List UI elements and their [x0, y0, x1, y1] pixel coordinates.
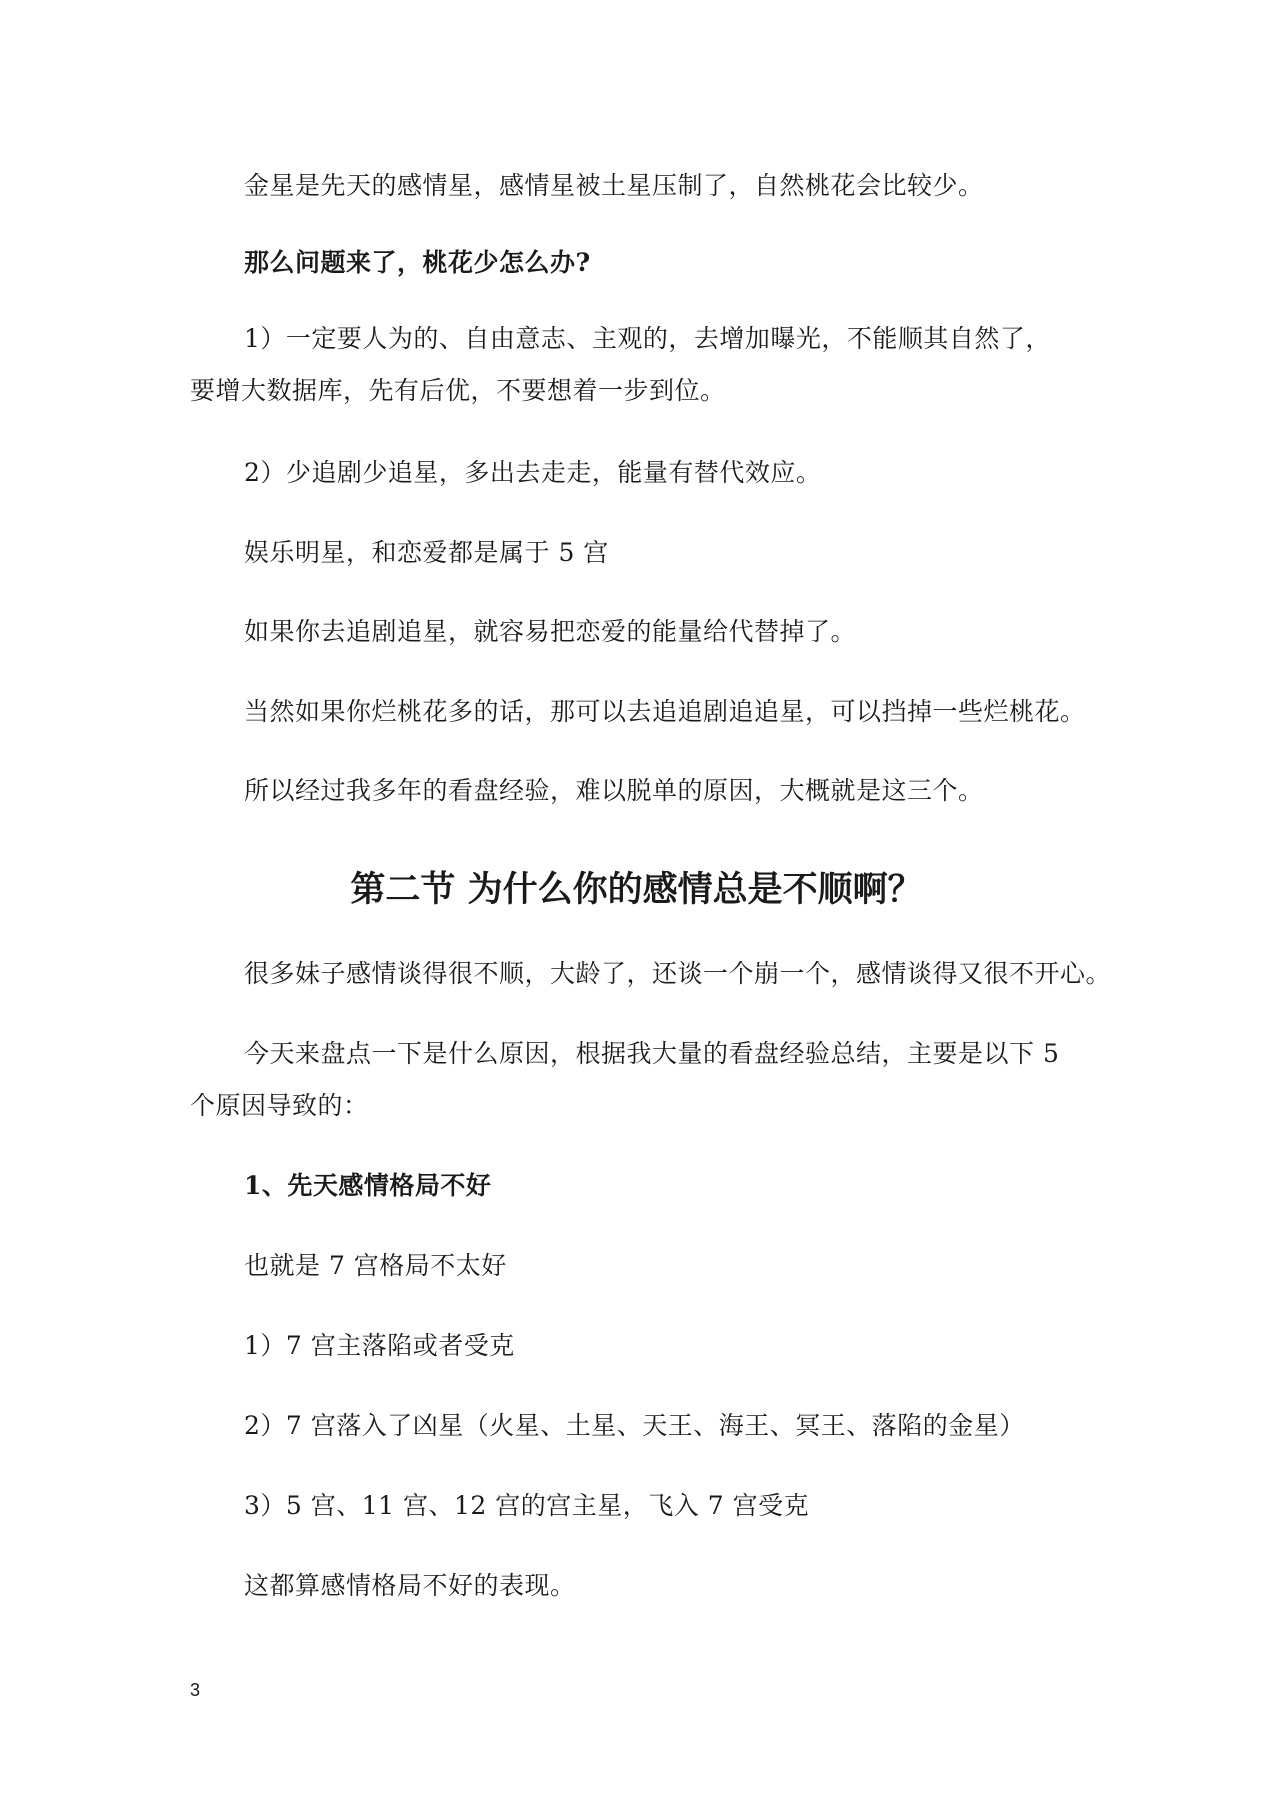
list-item-2: 2）7 宫落入了凶星（火星、土星、天王、海王、冥王、落陷的金星） — [244, 1411, 1025, 1440]
paragraph-summary: 这都算感情格局不好的表现。 — [244, 1571, 576, 1600]
section-heading: 第二节 为什么你的感情总是不顺啊？ — [350, 870, 923, 910]
paragraph-conclusion: 所以经过我多年的看盘经验，难以脱单的原因，大概就是这三个。 — [244, 776, 984, 805]
paragraph-point-2: 2）少追剧少追星，多出去走走，能量有替代效应。 — [244, 458, 822, 487]
paragraph-chasing: 如果你去追剧追星，就容易把恋爱的能量给代替掉了。 — [244, 617, 857, 646]
page-number: 3 — [190, 1680, 201, 1700]
paragraph-intro: 很多妹子感情谈得很不顺，大龄了，还谈一个崩一个，感情谈得又很不开心。 — [244, 959, 1112, 988]
paragraph-house-7: 也就是 7 宫格局不太好 — [244, 1251, 507, 1280]
paragraph-reasons: 今天来盘点一下是什么原因，根据我大量的看盘经验总结，主要是以下 5 个原因导致的： — [190, 1039, 1060, 1120]
paragraph-point-1: 1）一定要人为的、自由意志、主观的，去增加曝光，不能顺其自然了，要增大数据库，先有后优，不要想着一步到位。 — [190, 324, 1051, 405]
paragraph-entertainment: 娱乐明星，和恋爱都是属于 5 宫 — [244, 538, 609, 567]
subheading-reason-1: 1、先天感情格局不好 — [244, 1171, 492, 1200]
paragraph-venus: 金星是先天的感情星，感情星被土星压制了，自然桃花会比较少。 — [244, 171, 984, 200]
paragraph-bad-peach: 当然如果你烂桃花多的话，那可以去追追剧追追星，可以挡掉一些烂桃花。 — [244, 697, 1086, 726]
list-item-1: 1）7 宫主落陷或者受克 — [244, 1331, 515, 1360]
paragraph-question: 那么问题来了，桃花少怎么办? — [244, 248, 591, 277]
list-item-3: 3）5 宫、11 宫、12 宫的宫主星，飞入 7 宫受克 — [244, 1491, 810, 1520]
